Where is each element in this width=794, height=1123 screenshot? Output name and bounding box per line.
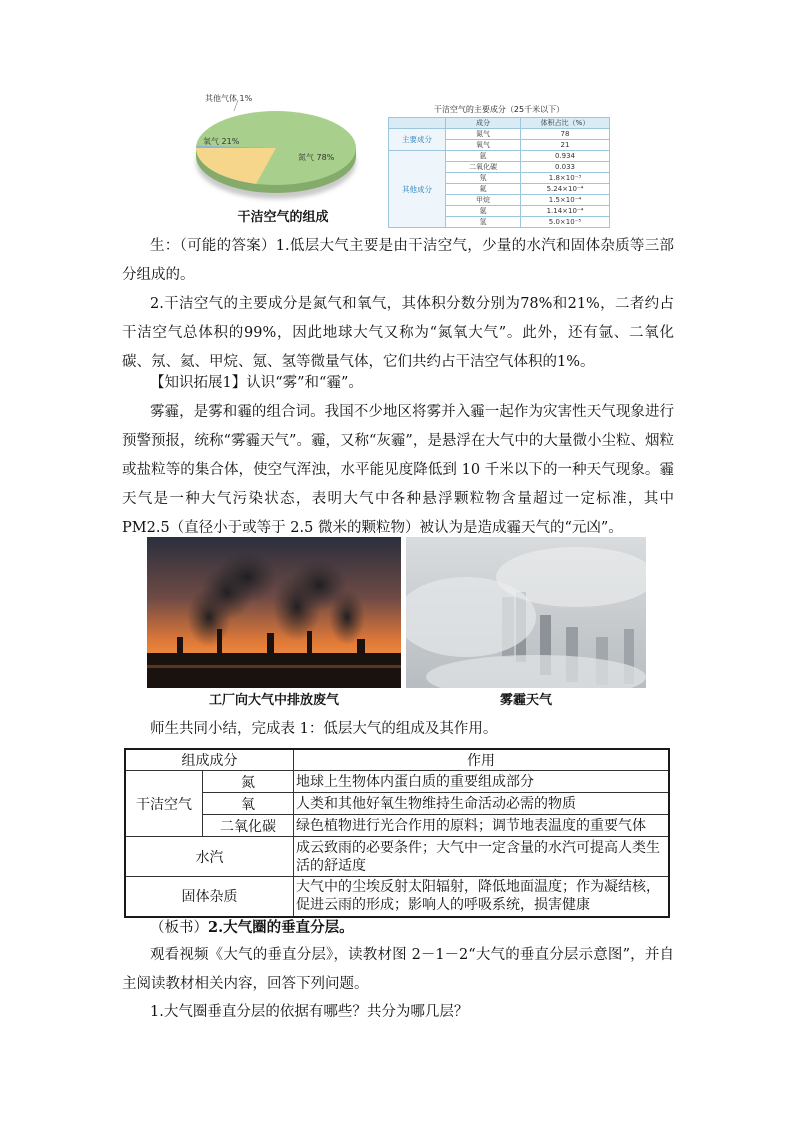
table-cell: 二氧化碳: [203, 815, 294, 837]
table-cell: 氧气: [446, 140, 521, 151]
paragraph-smog: 雾霾，是雾和霾的组合词。我国不少地区将雾并入霾一起作为灾害性天气现象进行预警预报，统称“雾霾天气”。霾，又称“灰霾”，是悬浮在大气中的大量微小尘粒、烟粒或盐粒等的集合体，使空气浑浊，水平能见度降低到 10 千米以下的一种天气现象。霾天气是一种大气污染状态，表明大气中各种悬浮颗粒物含量超过一定标准，其中 PM2.5（直径小于或等于 2.5 微米的颗粒物）被认为是造成霾天气的“元凶”。: [122, 404, 674, 536]
table-row: [389, 118, 610, 129]
table-cell: 78: [521, 129, 610, 140]
pie-label-other: 其他气体 1%: [205, 94, 253, 103]
pie-caption: 干洁空气的组成: [237, 210, 329, 225]
solids-label: 固体杂质: [125, 877, 294, 917]
board-title: 2.大气圈的垂直分层。: [208, 919, 354, 936]
factory-emissions-photo: [147, 537, 401, 688]
summary-table: [124, 748, 670, 918]
group-main-label: 主要成分: [389, 129, 446, 151]
paragraph-video: 观看视频《大气的垂直分层》，读教材图 2－1－2“大气的垂直分层示意图”，并自主阅读教材相关内容，回答下列问题。: [122, 947, 674, 992]
table-cell: 5.24×10⁻⁴: [521, 184, 610, 195]
composition-table-title: 干洁空气的主要成分（25千米以下）: [433, 105, 565, 114]
table-cell: 人类和其他好氧生物维持生命活动必需的物质: [294, 793, 670, 815]
table-cell: 5.0×10⁻⁵: [521, 217, 610, 228]
table-cell: 甲烷: [446, 195, 521, 206]
table-cell: 氪: [446, 206, 521, 217]
table-cell: 1.5×10⁻⁴: [521, 195, 610, 206]
board-prefix: （板书）: [150, 920, 208, 936]
factory-photo-caption: 工厂向大气中排放废气: [208, 693, 339, 708]
paragraph-answer-1: 生：（可能的答案）1.低层大气主要是由干洁空气，少量的水汽和固体杂质等三部分组成的。: [122, 238, 674, 283]
composition-table: [388, 117, 610, 228]
table-header-component: 组成成分: [125, 749, 294, 771]
table-row: [389, 129, 610, 140]
water-vapor-label: 水汽: [125, 837, 294, 877]
pie-chart: [176, 86, 366, 214]
board-heading: [150, 913, 674, 943]
table-row: [125, 749, 669, 771]
table-cell: 成云致雨的必要条件；大气中一定含量的水汽可提高人类生活的舒适度: [294, 837, 670, 877]
table-cell: 氮气: [446, 129, 521, 140]
table-cell: 大气中的尘埃反射太阳辐射，降低地面温度；作为凝结核，促进云雨的形成；影响人的呼吸系统，损害健康: [294, 877, 670, 917]
table-cell: 氩: [446, 151, 521, 162]
table-cell: 1.8×10⁻³: [521, 173, 610, 184]
table-cell: 氖: [446, 173, 521, 184]
table-cell: 1.14×10⁻⁴: [521, 206, 610, 217]
table-row: [125, 837, 669, 877]
knowledge-extension-heading: 【知识拓展1】认识“雾”和“霾”。: [150, 375, 363, 391]
table-row: [389, 151, 610, 162]
table-cell: 地球上生物体内蛋白质的重要组成部分: [294, 771, 670, 793]
table-row: [125, 771, 669, 793]
paragraph-answer-2: 2.干洁空气的主要成分是氮气和氧气，其体积分数分别为78%和21%，二者约占干洁空气总体积的99%，因此地球大气又称为“氮氧大气”。此外，还有氩、二氧化碳、氖、氦、甲烷、氪、氢等微量气体，它们共约占干洁空气体积的1%。: [122, 296, 674, 370]
table-cell: 二氧化碳: [446, 162, 521, 173]
table-cell: 绿色植物进行光合作用的原料；调节地表温度的重要气体: [294, 815, 670, 837]
table-row: [125, 877, 669, 917]
table-cell: 氧: [203, 793, 294, 815]
table-header-role: 作用: [294, 749, 670, 771]
table-cell: 氦: [446, 184, 521, 195]
table-row: [125, 815, 669, 837]
pie-label-nitrogen: 氮气 78%: [298, 153, 335, 162]
group-other-label: 其他成分: [389, 151, 446, 228]
table-header-cell: 成分: [446, 118, 521, 129]
table-cell: 21: [521, 140, 610, 151]
table-header-cell: [389, 118, 446, 129]
summary-intro: 师生共同小结，完成表 1：低层大气的组成及其作用。: [150, 721, 498, 737]
table-header-cell: 体积占比（%）: [521, 118, 610, 129]
question-1: 1.大气圈垂直分层的依据有哪些？共分为哪几层？: [150, 1004, 469, 1020]
table-cell: 0.033: [521, 162, 610, 173]
table-row: [125, 793, 669, 815]
table-cell: 氮: [203, 771, 294, 793]
table-cell: 0.934: [521, 151, 610, 162]
pie-label-oxygen: 氧气 21%: [203, 137, 240, 146]
smog-photo-caption: 雾霾天气: [499, 693, 552, 708]
smog-city-photo: [406, 537, 646, 688]
table-cell: 氢: [446, 217, 521, 228]
dry-air-label: 干洁空气: [125, 771, 203, 837]
